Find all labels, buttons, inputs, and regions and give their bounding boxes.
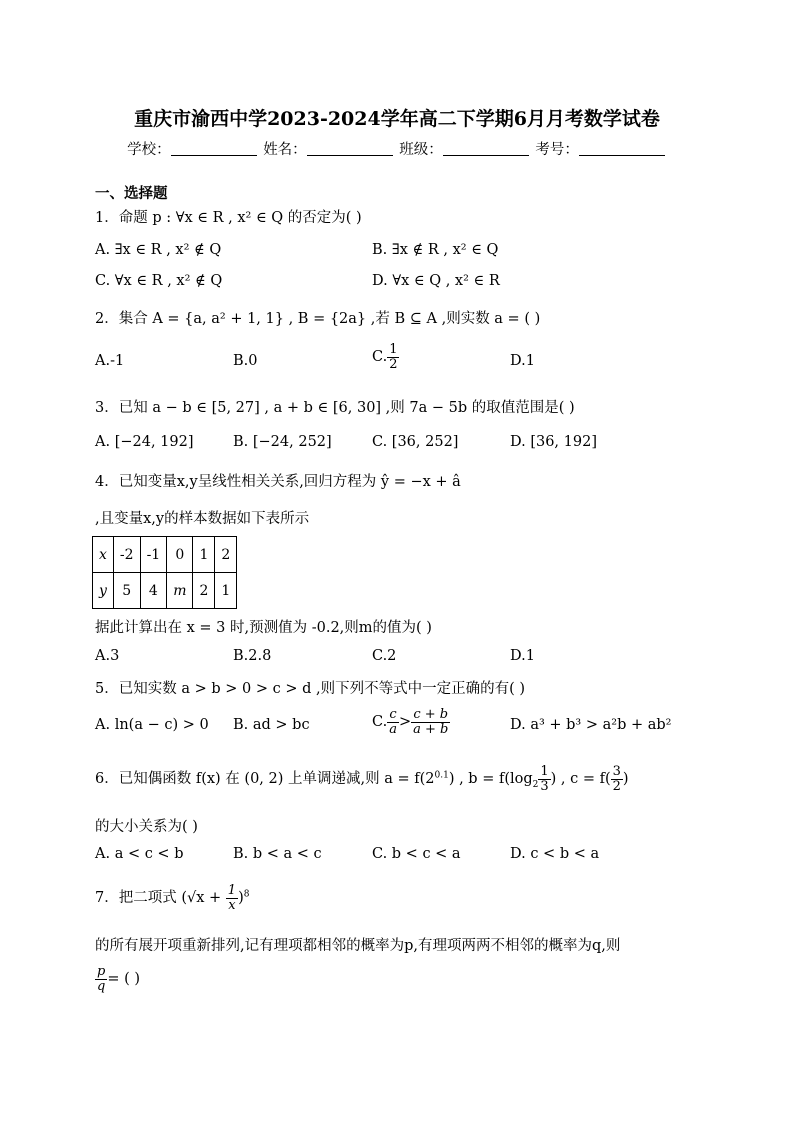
q4-option-c: C.2: [372, 648, 397, 664]
q7-stem: [95, 884, 249, 912]
table-cell: 1: [193, 537, 215, 573]
table-cell: 2: [215, 537, 237, 573]
q4-prediction-text: 据此计算出在 x = 3 时,预测值为 -0.2,则m的值为( ): [95, 620, 432, 636]
q5-option-d: D. a³ + b³ > a²b + ab²: [510, 717, 672, 733]
table-cell: 1: [215, 573, 237, 609]
q2-stem: 2．集合 A = {a, a² + 1, 1} , B = {2a} ,若 B ⊆ A ,则实数 a = ( ): [95, 311, 541, 327]
table-row: [93, 537, 237, 573]
q6-exponent: 0.1: [434, 770, 449, 781]
sample-data-table: [92, 536, 237, 609]
q6-stem-part: 6．已知偶函数 f(x) 在 (0, 2) 上单调递减,则 a = f(2: [95, 771, 435, 788]
q1-option-b: B. ∃x ∉ R , x² ∈ Q: [372, 242, 499, 258]
q7-stem-part: 7．把二项式 (√x +: [95, 890, 226, 907]
q6-option-b: B. b < a < c: [233, 846, 322, 862]
fraction-denominator: x: [228, 897, 236, 913]
q2-option-b: B.0: [233, 353, 258, 369]
q5-option-c-prefix: C.: [372, 714, 388, 731]
q3-option-d: D. [36, 192]: [510, 434, 597, 450]
q7-exponent: 8: [243, 889, 250, 900]
q4-stem: 4．已知变量x,y呈线性相关关系,回归方程为 ŷ = −x + â: [95, 474, 461, 490]
table-cell: -1: [140, 537, 167, 573]
fraction-denominator: 2: [389, 356, 398, 372]
exam-number-label: 考号：: [535, 142, 579, 158]
fraction-numerator: 1: [227, 883, 237, 898]
fraction-numerator: c: [389, 707, 397, 722]
q3-option-c: C. [36, 252]: [372, 434, 459, 450]
q6-stem-part: ) , c = f(: [550, 771, 611, 788]
q6-log-base: 2: [532, 780, 539, 791]
q1-option-d: D. ∀x ∈ Q , x² ∈ R: [372, 273, 500, 289]
q5-stem: 5．已知实数 a > b > 0 > c > d ,则下列不等式中一定正确的有( ): [95, 681, 525, 697]
q1-option-a: A. ∃x ∈ R , x² ∉ Q: [95, 242, 222, 258]
q7-ratio-question: [95, 965, 140, 993]
q6-option-d: D. c < b < a: [510, 846, 600, 862]
class-label: 班级：: [399, 142, 443, 158]
fraction-numerator: 3: [612, 764, 621, 779]
table-cell: m: [167, 573, 193, 609]
table-cell: y: [93, 573, 114, 609]
page-title: 重庆市渝西中学2023-2024学年高二下学期6月月考数学试卷: [134, 108, 660, 130]
table-cell: 0: [167, 537, 193, 573]
q7-stem-part: = ( ): [107, 971, 141, 988]
q5-option-c-gt: >: [398, 714, 412, 731]
fraction-denominator: 2: [612, 778, 621, 794]
fraction-numerator: c + b: [413, 707, 449, 722]
q5-option-c: [372, 708, 450, 736]
q6-stem-part: ) , b = f(log: [448, 771, 533, 788]
q7-fraction-p-over-q: [95, 965, 107, 993]
q6-stem-part: ): [622, 771, 629, 788]
q3-stem: 3．已知 a − b ∈ [5, 27] , a + b ∈ [6, 30] ,则 7a − 5b 的取值范围是( ): [95, 400, 575, 416]
q6-stem: [95, 765, 629, 793]
q1-option-c: C. ∀x ∈ R , x² ∉ Q: [95, 273, 223, 289]
q4-option-d: D.1: [510, 648, 535, 664]
table-cell: 4: [140, 573, 167, 609]
q2-option-c-fraction: [387, 343, 399, 371]
q7-fraction-one-over-x: [226, 884, 238, 912]
q4-option-b: B.2.8: [233, 648, 272, 664]
q6-fraction-three-halves: [611, 765, 623, 793]
exam-number-blank[interactable]: [579, 141, 665, 156]
name-label: 姓名：: [263, 142, 307, 158]
q2-option-d: D.1: [510, 353, 535, 369]
q6-stem-continued: 的大小关系为( ): [95, 819, 198, 835]
name-blank[interactable]: [307, 141, 393, 156]
q4-stem-continued: ,且变量x,y的样本数据如下表所示: [95, 511, 310, 527]
q1-stem: 1．命题 p : ∀x ∈ R , x² ∈ Q 的否定为( ): [95, 210, 362, 226]
section-title: 一、选择题: [95, 185, 168, 202]
table-cell: 5: [113, 573, 140, 609]
table-cell: x: [93, 537, 114, 573]
q6-option-a: A. a < c < b: [95, 846, 184, 862]
q4-option-a: A.3: [95, 648, 120, 664]
table-cell: -2: [113, 537, 140, 573]
class-blank[interactable]: [443, 141, 529, 156]
fraction-numerator: 1: [540, 764, 549, 779]
student-info-line: [0, 138, 794, 159]
fraction-denominator: q: [97, 978, 106, 994]
fraction-denominator: 3: [540, 778, 549, 794]
q3-option-b: B. [−24, 252]: [233, 434, 332, 450]
fraction-denominator: a: [389, 721, 397, 737]
fraction-numerator: 1: [389, 342, 398, 357]
q6-fraction-one-third: [538, 765, 550, 793]
q2-option-a: A.-1: [95, 353, 125, 369]
q2-option-c: [372, 343, 399, 371]
q3-option-a: A. [−24, 192]: [95, 434, 194, 450]
q7-stem-continued: 的所有展开项重新排列,记有理项都相邻的概率为p,有理项两两不相邻的概率为q,则: [95, 938, 621, 954]
table-row: [93, 573, 237, 609]
fraction-numerator: p: [97, 964, 106, 979]
fraction-denominator: a + b: [413, 721, 449, 737]
q2-option-c-prefix: C.: [372, 349, 388, 366]
q6-option-c: C. b < c < a: [372, 846, 461, 862]
school-label: 学校：: [127, 142, 171, 158]
school-blank[interactable]: [171, 141, 257, 156]
q5-option-c-fraction-2: [411, 708, 450, 736]
q5-option-c-fraction-1: [387, 708, 399, 736]
q5-option-a: A. ln(a − c) > 0: [95, 717, 209, 733]
table-cell: 2: [193, 573, 215, 609]
q7-stem-part: ): [238, 890, 244, 907]
q5-option-b: B. ad > bc: [233, 717, 310, 733]
